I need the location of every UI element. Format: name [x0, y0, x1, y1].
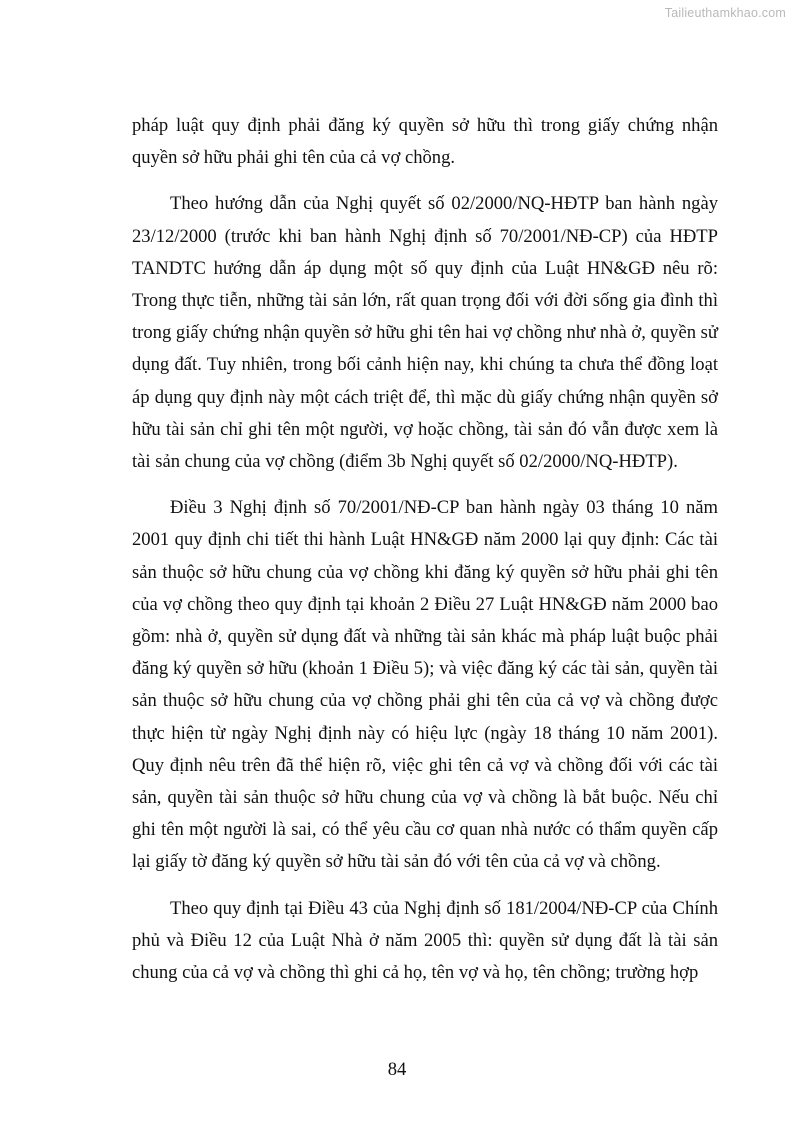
watermark-text: Tailieuthamkhao.com — [664, 6, 786, 20]
page-number: 84 — [387, 1059, 407, 1080]
paragraph-decree-70-2001: Điều 3 Nghị định số 70/2001/NĐ-CP ban hành ngày 03 tháng 10 năm 2001 quy định chi tiết thi hành Luật HN&GĐ năm 2000 lại quy định: Các tài sản thuộc sở hữu chung của vợ chồng khi đăng ký quyền sở hữu phải ghi tên của vợ chồng theo quy định tại khoản 2 Điều 27 Luật HN&GĐ năm 2000 bao gồm: nhà ở, quyền sử dụng đất và những tài sản khác mà pháp luật buộc phải đăng ký quyền sở hữu (khoản 1 Điều 5); và việc đăng ký các tài sản, quyền tài sản thuộc sở hữu chung của vợ chồng phải ghi tên của cả vợ và chồng được thực hiện từ ngày Nghị định này có hiệu lực (ngày 18 tháng 10 năm 2001). Quy định nêu trên đã thể hiện rõ, việc ghi tên cả vợ và chồng đối với các tài sản, quyền tài sản thuộc sở hữu chung của vợ và chồng là bắt buộc. Nếu chỉ ghi tên một người là sai, có thể yêu cầu cơ quan nhà nước có thẩm quyền cấp lại giấy tờ đăng ký quyền sở hữu tài sản đó với tên của cả vợ và chồng. — [132, 497, 718, 873]
paragraph-resolution-02-2000: Theo hướng dẫn của Nghị quyết số 02/2000/NQ-HĐTP ban hành ngày 23/12/2000 (trước khi ban hành Nghị định số 70/2001/NĐ-CP) của HĐTP TANDTC hướng dẫn áp dụng một số quy định của Luật HN&GĐ nêu rõ: Trong thực tiễn, những tài sản lớn, rất quan trọng đối với đời sống gia đình thì trong giấy chứng nhận quyền sở hữu ghi tên hai vợ chồng như nhà ở, quyền sử dụng đất. Tuy nhiên, trong bối cảnh hiện nay, khi chúng ta chưa thể đồng loạt áp dụng quy định này một cách triệt để, thì mặc dù giấy chứng nhận quyền sở hữu tài sản chỉ ghi tên một người, vợ hoặc chồng, tài sản đó vẫn được xem là tài sản chung của vợ chồng (điểm 3b Nghị quyết số 02/2000/NQ-HĐTP). — [132, 193, 718, 473]
paragraph-decree-181-2004: Theo quy định tại Điều 43 của Nghị định số 181/2004/NĐ-CP của Chính phủ và Điều 12 của Luật Nhà ở năm 2005 thì: quyền sử dụng đất là tài sản chung của cả vợ và chồng thì ghi cả họ, tên vợ và họ, tên chồng; trường hợp — [132, 897, 718, 984]
document-body — [132, 110, 718, 1003]
paragraph-continuation: pháp luật quy định phải đăng ký quyền sở hữu thì trong giấy chứng nhận quyền sở hữu phải ghi tên của cả vợ chồng. — [132, 115, 718, 169]
